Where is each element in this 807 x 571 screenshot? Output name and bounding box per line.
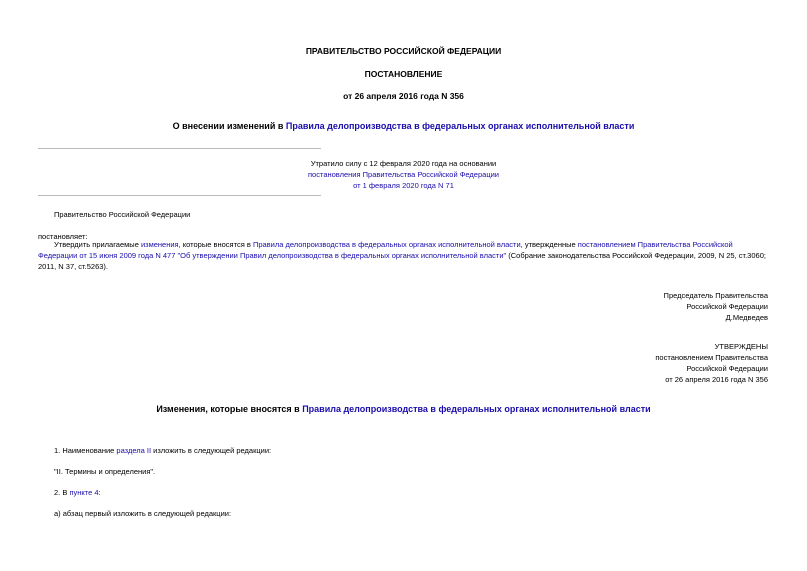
text-p1: Утвердить прилагаемые: [54, 240, 141, 249]
approved-line1: УТВЕРЖДЕНЫ: [714, 342, 768, 351]
resolution-477-link[interactable]: постановлением Правительства Российской Федерации от 15 июня 2009 года N 477 "Об утверждении Правил делопроизводства в федеральных органах исполнительной власти": [38, 240, 733, 260]
item2-prefix: 2. В: [54, 488, 70, 497]
signature-block: [664, 290, 768, 323]
government-title: ПРАВИТЕЛЬСТВО РОССИЙСКОЙ ФЕДЕРАЦИИ: [305, 46, 502, 56]
issuer: Правительство Российской Федерации: [54, 210, 191, 219]
item-1: [54, 445, 271, 456]
approved-line2: постановлением Правительства: [655, 353, 768, 362]
document-date-number: от 26 апреля 2016 года N 356: [343, 91, 464, 101]
status-line1: Утратило силу с 12 февраля 2020 года на основании: [310, 159, 497, 168]
status-note: [300, 158, 507, 191]
section-ii-quote: "II. Термины и определения".: [54, 467, 156, 476]
document-type: ПОСТАНОВЛЕНИЕ: [364, 69, 443, 79]
subject-rules-link[interactable]: Правила делопроизводства в федеральных органах исполнительной власти: [285, 121, 635, 131]
approved-line3: Российской Федерации: [686, 364, 768, 373]
changes-title: [0, 404, 807, 415]
divider-bottom: [38, 195, 321, 196]
subject-prefix: О внесении изменений в: [172, 121, 286, 131]
approved-line4: от 26 апреля 2016 года N 356: [665, 375, 768, 384]
changes-title-rules-link[interactable]: Правила делопроизводства в федеральных органах исполнительной власти: [302, 404, 651, 414]
document-subject: [0, 121, 807, 132]
resolves: постановляет:: [38, 232, 88, 241]
item1-prefix: 1. Наименование: [54, 446, 117, 455]
signature-line1: Председатель Правительства: [663, 291, 768, 300]
item-2a: а) абзац первый изложить в следующей редакции:: [54, 509, 232, 518]
divider-top: [38, 148, 321, 149]
item1-suffix: изложить в следующей редакции:: [151, 446, 272, 455]
status-date-link[interactable]: от 1 февраля 2020 года N 71: [353, 181, 454, 190]
item-2: [54, 487, 101, 498]
text-p2: , которые вносятся в: [178, 240, 253, 249]
point-4-link[interactable]: пункте 4: [69, 488, 99, 497]
text-p4: (Собрание законодательства Российской Федерации, 2009, N 25, ст.3060; 2011, N 37, ст.5263).: [38, 251, 766, 271]
approved-block: [655, 341, 768, 385]
rules-link[interactable]: Правила делопроизводства в федеральных органах исполнительной власти: [252, 240, 521, 249]
changes-link[interactable]: изменения: [140, 240, 179, 249]
status-resolution-link[interactable]: постановления Правительства Российской Федерации: [307, 170, 499, 179]
text-p3: , утвержденные: [520, 240, 578, 249]
main-paragraph: [38, 239, 773, 272]
signature-line3: Д.Медведев: [725, 313, 768, 322]
changes-title-prefix: Изменения, которые вносятся в: [156, 404, 303, 414]
section-ii-link[interactable]: раздела II: [116, 446, 152, 455]
signature-line2: Российской Федерации: [686, 302, 768, 311]
item2-suffix: :: [98, 488, 101, 497]
